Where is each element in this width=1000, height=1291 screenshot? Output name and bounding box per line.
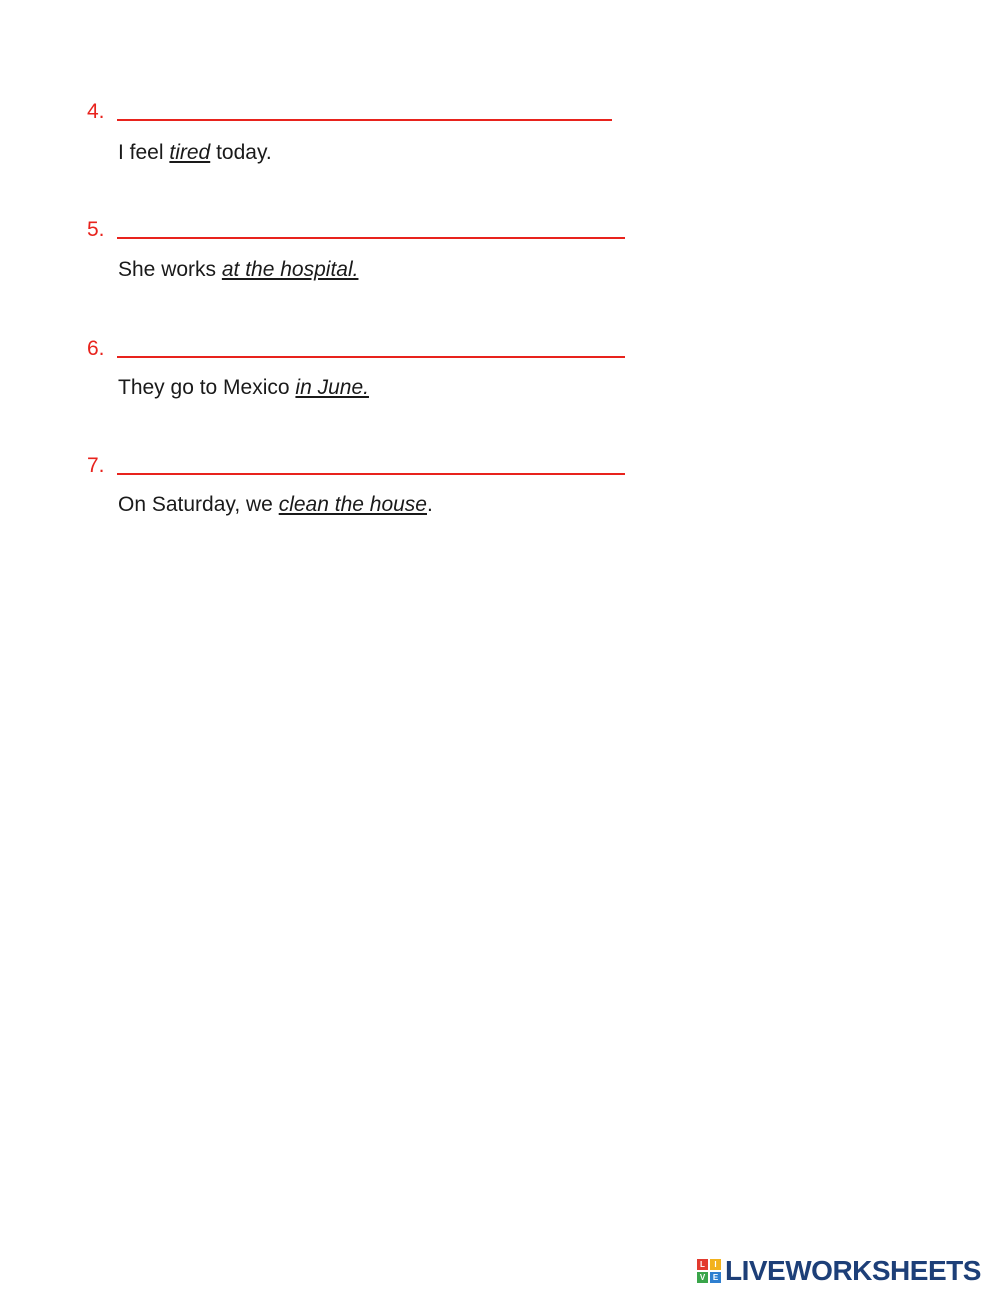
sentence — [118, 142, 272, 163]
sentence — [118, 259, 358, 280]
sentence-text: On Saturday, we — [118, 493, 279, 516]
answer-line-6[interactable] — [117, 356, 625, 358]
question-number: 6. — [87, 337, 105, 360]
sentence — [118, 494, 433, 515]
answer-line-5[interactable] — [117, 237, 625, 239]
sentence-text: She works — [118, 258, 222, 281]
sentence-emphasis: clean the house — [278, 493, 427, 516]
logo-block: I — [710, 1259, 721, 1270]
sentence — [118, 377, 369, 398]
liveworksheets-logo — [697, 1256, 981, 1286]
logo-block: V — [697, 1272, 708, 1283]
sentence-text: . — [427, 493, 433, 516]
question-number: 7. — [87, 454, 105, 477]
answer-line-4[interactable] — [117, 119, 612, 121]
sentence-emphasis: tired — [169, 141, 211, 164]
logo-block: L — [697, 1259, 708, 1270]
logo-text: LIVEWORKSHEETS — [725, 1255, 981, 1286]
sentence-text: They go to Mexico — [118, 376, 296, 399]
question-number: 5. — [87, 218, 105, 241]
answer-line-7[interactable] — [117, 473, 625, 475]
sentence-emphasis: in June. — [295, 376, 369, 399]
sentence-emphasis: at the hospital. — [221, 258, 359, 281]
logo-block: E — [710, 1272, 721, 1283]
sentence-text: I feel — [118, 141, 170, 164]
logo-blocks-icon — [697, 1259, 721, 1283]
sentence-text: today. — [210, 141, 272, 164]
question-number: 4. — [87, 100, 105, 123]
